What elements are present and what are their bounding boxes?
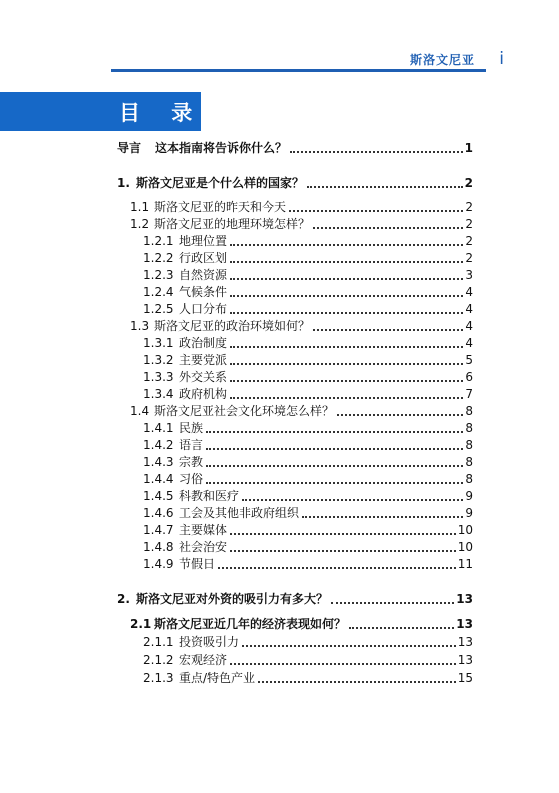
toc-label: 气候条件: [179, 285, 228, 299]
page-title: 目 录: [119, 101, 205, 125]
toc-number: 1.4.6: [143, 506, 174, 520]
toc-number: 1.4.1: [143, 421, 174, 435]
dot-leader: [206, 464, 463, 467]
toc-number: 1.4.7: [143, 523, 174, 537]
toc-page-number: 13: [456, 617, 473, 631]
toc-label: 斯洛文尼亚的政治环境如何？: [154, 319, 311, 333]
toc-label: 宗教: [179, 455, 204, 469]
toc-page-number: 8: [465, 421, 473, 435]
toc-label: 斯洛文尼亚是个什么样的国家？: [136, 176, 305, 190]
toc-entry[interactable]: [130, 615, 473, 632]
toc-number: 2.1: [130, 617, 152, 631]
toc-page-number: 4: [465, 336, 473, 350]
dot-leader: [230, 362, 463, 365]
dot-leader: [313, 328, 463, 331]
toc-label: 节假日: [179, 557, 216, 571]
toc-label: 斯洛文尼亚的昨天和今天: [154, 200, 287, 214]
dot-leader: [230, 294, 463, 297]
toc-entry[interactable]: [117, 590, 473, 607]
toc-entry[interactable]: [143, 669, 473, 686]
toc-page-number: 2: [465, 251, 473, 265]
dot-leader: [307, 185, 463, 188]
toc-page-number: 2: [465, 200, 473, 214]
toc-label: 科教和医疗: [179, 489, 240, 503]
toc-label: 斯洛文尼亚的地理环境怎样？: [154, 217, 311, 231]
toc-number: 1.3: [130, 319, 150, 333]
toc-entry[interactable]: [143, 651, 473, 668]
toc-page-number: 8: [465, 455, 473, 469]
toc-page-number: 1: [464, 141, 473, 155]
dot-leader: [206, 481, 463, 484]
toc-label: 政府机构: [179, 387, 228, 401]
page-number: i: [499, 49, 504, 69]
header-rule: [111, 69, 486, 72]
toc-page-number: 4: [465, 319, 473, 333]
dot-leader: [230, 243, 463, 246]
toc-page-number: 4: [465, 302, 473, 316]
toc-page-number: 2: [465, 217, 473, 231]
toc-label: 行政区划: [179, 251, 228, 265]
toc-label: 外交关系: [179, 370, 228, 384]
dot-leader: [206, 447, 463, 450]
toc-number: 1.3.4: [143, 387, 174, 401]
toc-entry[interactable]: [130, 215, 473, 232]
toc-number: 1.3.3: [143, 370, 174, 384]
toc-page-number: 4: [465, 285, 473, 299]
toc-label: 语言: [179, 438, 204, 452]
toc-label: 这本指南将告诉你什么？: [155, 141, 288, 155]
toc-entry[interactable]: [143, 351, 473, 368]
toc-number: 1.2.2: [143, 251, 174, 265]
toc-number: 1.3.1: [143, 336, 174, 350]
toc-number: 1.4: [130, 404, 150, 418]
dot-leader: [230, 396, 463, 399]
toc-entry[interactable]: [143, 453, 473, 470]
toc-label: 斯洛文尼亚社会文化环境怎么样？: [154, 404, 335, 418]
toc-number: 1.4.4: [143, 472, 174, 486]
dot-leader: [349, 626, 454, 629]
toc-page-number: 2: [465, 234, 473, 248]
dot-leader: [290, 150, 463, 153]
toc-entry[interactable]: [143, 419, 473, 436]
toc-page-number: 8: [465, 404, 473, 418]
toc-page-number: 13: [457, 635, 473, 649]
toc-entry[interactable]: [143, 300, 473, 317]
toc-label: 民族: [179, 421, 204, 435]
toc-label: 社会治安: [179, 540, 228, 554]
toc-page-number: 8: [465, 472, 473, 486]
dot-leader: [230, 345, 463, 348]
dot-leader: [206, 430, 463, 433]
toc-label: 重点/特色产业: [179, 671, 256, 685]
toc-page-number: 8: [465, 438, 473, 452]
toc-entry[interactable]: [117, 174, 473, 191]
dot-leader: [230, 662, 456, 665]
toc-page-number: 5: [465, 353, 473, 367]
toc-entry[interactable]: [143, 504, 473, 521]
dot-leader: [230, 277, 463, 280]
dot-leader: [242, 498, 463, 501]
toc-number: 2.1.3: [143, 671, 174, 685]
toc-number: 1.4.8: [143, 540, 174, 554]
toc-entry[interactable]: [143, 368, 473, 385]
toc-label: 投资吸引力: [179, 635, 240, 649]
toc-page-number: 3: [465, 268, 473, 282]
dot-leader: [230, 311, 463, 314]
dot-leader: [230, 532, 456, 535]
dot-leader: [289, 209, 463, 212]
dot-leader: [230, 260, 463, 263]
toc-number: 1.2.1: [143, 234, 174, 248]
toc-label: 宏观经济: [179, 653, 228, 667]
dot-leader: [302, 515, 463, 518]
dot-leader: [337, 413, 463, 416]
toc-entry[interactable]: [117, 139, 473, 156]
toc-entry[interactable]: [143, 249, 473, 266]
toc-page-number: 13: [457, 653, 473, 667]
toc-label: 地理位置: [179, 234, 228, 248]
dot-leader: [218, 566, 456, 569]
toc-label: 人口分布: [179, 302, 228, 316]
toc-entry[interactable]: [143, 232, 473, 249]
toc-entry[interactable]: [143, 334, 473, 351]
toc-number: 1.4.9: [143, 557, 174, 571]
toc-page-number: 7: [465, 387, 473, 401]
toc-number: 1.: [117, 176, 130, 190]
toc-number: 2.1.2: [143, 653, 174, 667]
toc-label: 自然资源: [179, 268, 228, 282]
toc-number: 1.4.3: [143, 455, 174, 469]
toc-entry[interactable]: [143, 538, 473, 555]
toc-number: 1.4.5: [143, 489, 174, 503]
dot-leader: [230, 379, 463, 382]
toc-entry[interactable]: [143, 487, 473, 504]
toc-page-number: 6: [465, 370, 473, 384]
toc-page-number: 11: [457, 557, 473, 571]
dot-leader: [331, 601, 454, 604]
toc-page-number: 13: [456, 592, 473, 606]
toc-page-number: 10: [457, 540, 473, 554]
toc-number: 2.: [117, 592, 130, 606]
toc-number: 1.2.5: [143, 302, 174, 316]
toc-entry[interactable]: [143, 283, 473, 300]
toc-number: 2.1.1: [143, 635, 174, 649]
toc-entry[interactable]: [143, 470, 473, 487]
dot-leader: [313, 226, 463, 229]
toc-page-number: 9: [465, 489, 473, 503]
toc-entry[interactable]: [143, 436, 473, 453]
toc-entry[interactable]: [143, 633, 473, 650]
toc-number: 1.2.4: [143, 285, 174, 299]
dot-leader: [258, 680, 456, 683]
toc-page-number: 2: [464, 176, 473, 190]
dot-leader: [230, 549, 456, 552]
toc-page-number: 9: [465, 506, 473, 520]
toc-label: 政治制度: [179, 336, 228, 350]
toc-number: 1.4.2: [143, 438, 174, 452]
toc-number: 1.1: [130, 200, 150, 214]
toc-page-number: 15: [457, 671, 473, 685]
dot-leader: [242, 644, 456, 647]
toc-label: 主要媒体: [179, 523, 228, 537]
toc-label: 斯洛文尼亚近几年的经济表现如何？: [154, 617, 347, 631]
toc-number: 1.3.2: [143, 353, 174, 367]
toc-entry[interactable]: [130, 317, 473, 334]
toc-label: 斯洛文尼亚对外资的吸引力有多大？: [136, 592, 329, 606]
toc-label: 主要党派: [179, 353, 228, 367]
running-title: 斯洛文尼亚: [409, 53, 475, 67]
toc-number: 1.2.3: [143, 268, 174, 282]
toc-entry[interactable]: [143, 521, 473, 538]
toc-entry[interactable]: [130, 198, 473, 215]
toc-entry[interactable]: [130, 402, 473, 419]
toc-entry[interactable]: [143, 266, 473, 283]
toc-number: 导言: [117, 141, 142, 155]
toc-entry[interactable]: [143, 555, 473, 572]
toc-label: 习俗: [179, 472, 204, 486]
toc-number: 1.2: [130, 217, 150, 231]
toc-page-number: 10: [457, 523, 473, 537]
toc-label: 工会及其他非政府组织: [179, 506, 300, 520]
toc-entry[interactable]: [143, 385, 473, 402]
